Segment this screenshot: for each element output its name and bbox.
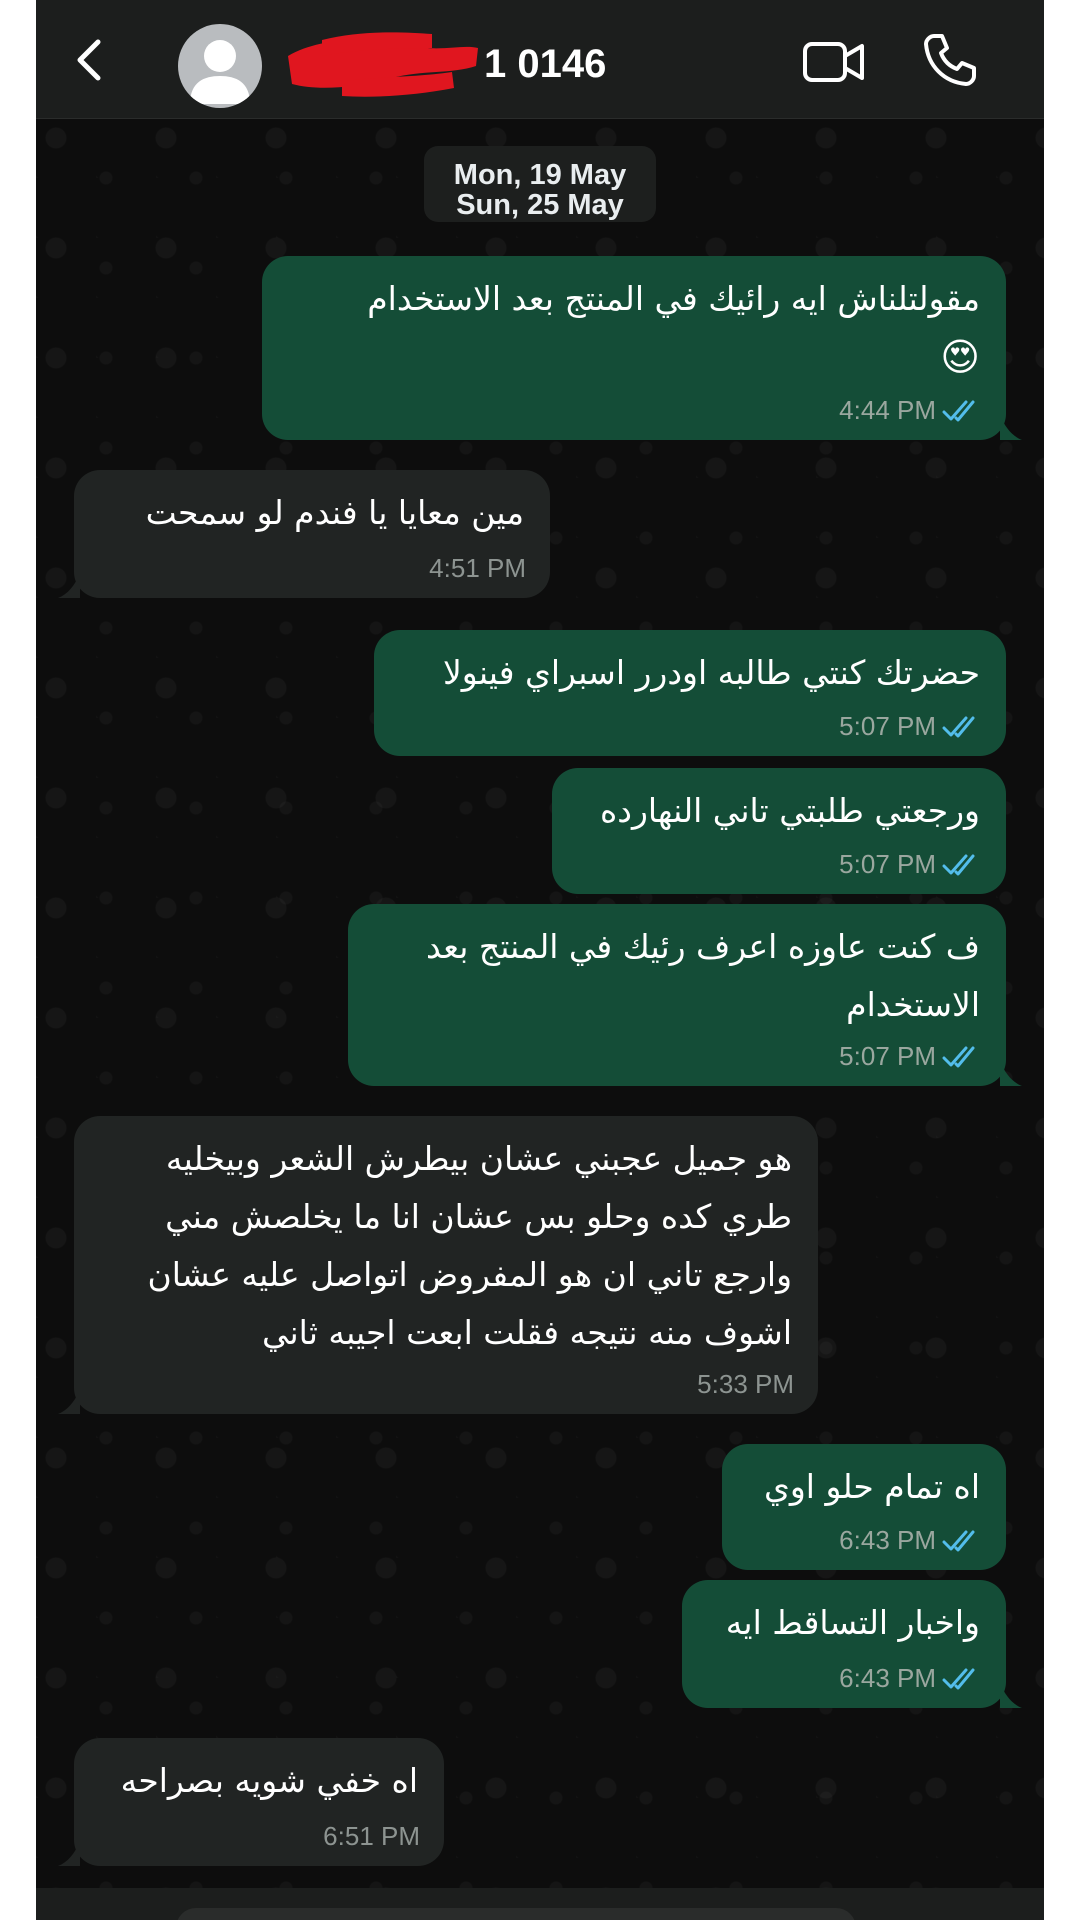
double-check-icon	[942, 714, 982, 740]
video-camera-icon	[802, 34, 866, 90]
message-bubble-outgoing[interactable]	[552, 768, 1006, 894]
message-meta	[839, 395, 982, 426]
avatar[interactable]	[178, 24, 262, 108]
message-meta	[839, 711, 982, 742]
bubble-tail	[1000, 1684, 1022, 1708]
redaction-scribble	[282, 26, 482, 104]
back-button[interactable]	[66, 36, 114, 84]
message-meta	[697, 1369, 794, 1400]
message-meta	[839, 1525, 982, 1556]
message-bubble-incoming[interactable]	[74, 1738, 444, 1866]
message-meta	[839, 849, 982, 880]
message-time: 6:43 PM	[839, 1525, 936, 1555]
message-time: 5:07 PM	[839, 849, 936, 879]
double-check-icon	[942, 398, 982, 424]
bubble-tail	[58, 1390, 80, 1414]
message-text: حضرتك كنتي طالبه اودرر اسبراي فينولا	[442, 653, 980, 692]
bubble-tail	[1000, 1062, 1022, 1086]
contact-name[interactable]: 1 0146	[484, 42, 607, 86]
message-time: 4:51 PM	[429, 553, 526, 583]
message-bubble-outgoing[interactable]	[262, 256, 1006, 440]
message-bubble-outgoing[interactable]	[374, 630, 1006, 756]
message-bubble-outgoing[interactable]	[722, 1444, 1006, 1570]
message-text: ف كنت عاوزه اعرف رئيك في المنتج بعد الاستخدام	[425, 927, 980, 1024]
message-bubble-incoming[interactable]	[74, 1116, 818, 1414]
message-bubble-incoming[interactable]	[74, 470, 550, 598]
bubble-tail	[1000, 416, 1022, 440]
message-time: 4:44 PM	[839, 395, 936, 425]
phone-icon	[920, 30, 980, 90]
bubble-tail	[58, 574, 80, 598]
message-input[interactable]	[176, 1908, 856, 1920]
chevron-left-icon	[66, 36, 114, 84]
date-label-current: Mon, 19 May	[453, 159, 627, 191]
message-time: 6:43 PM	[839, 1663, 936, 1693]
message-text: مين معايا يا فندم لو سمحت	[145, 493, 524, 532]
message-text: ورجعتي طلبتي تاني النهارده	[599, 791, 980, 830]
message-time: 6:51 PM	[323, 1821, 420, 1851]
double-check-icon	[942, 1528, 982, 1554]
message-bubble-outgoing[interactable]	[348, 904, 1006, 1086]
message-meta	[429, 553, 526, 584]
message-bubble-outgoing[interactable]	[682, 1580, 1006, 1708]
person-icon	[178, 24, 262, 108]
double-check-icon	[942, 1044, 982, 1070]
video-call-button[interactable]	[802, 34, 866, 90]
message-emoji: 😍	[940, 335, 980, 379]
message-time: 5:07 PM	[839, 1041, 936, 1071]
date-label-next: Sun, 25 May	[456, 189, 624, 221]
message-text: اه تمام حلو اوي	[764, 1467, 980, 1506]
double-check-icon	[942, 852, 982, 878]
message-text: واخبار التساقط ايه	[725, 1603, 980, 1642]
double-check-icon	[942, 1666, 982, 1692]
date-separator	[424, 146, 656, 222]
chat-header	[36, 0, 1044, 119]
message-time: 5:33 PM	[697, 1369, 794, 1399]
bubble-tail	[58, 1842, 80, 1866]
voice-call-button[interactable]	[920, 30, 980, 90]
message-text: هو جميل عجبني عشان بيطرش الشعر وبيخليه طري كده وحلو بس عشان انا ما يخلصش مني وارجع تاني ان هو المفروض اتواصل عليه عشان اشوف منه نتيجه فقلت ابعت اجيبه ثاني	[147, 1139, 792, 1352]
message-text: اه خفي شويه بصراحه	[120, 1761, 418, 1800]
phone-screen	[36, 0, 1044, 1920]
message-meta	[839, 1663, 982, 1694]
message-text: مقولتلناش ايه رائيك في المنتج بعد الاستخدام	[367, 279, 980, 318]
message-meta	[323, 1821, 420, 1852]
message-meta	[839, 1041, 982, 1072]
message-time: 5:07 PM	[839, 711, 936, 741]
